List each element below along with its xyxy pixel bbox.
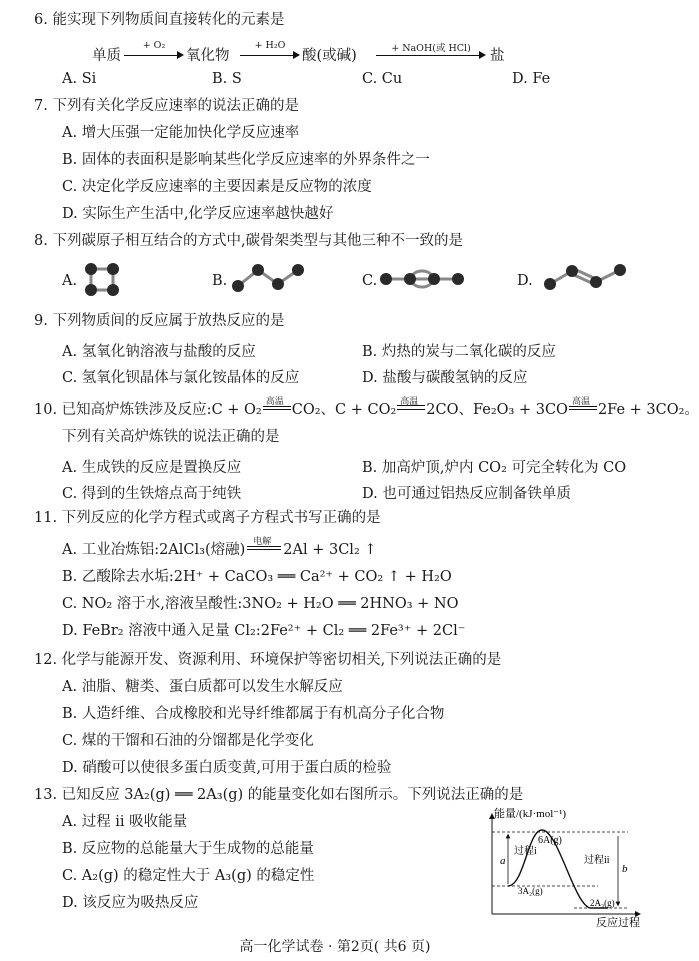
high-temp-arrow — [263, 397, 291, 414]
chain-item: 盐 — [490, 48, 505, 64]
arrow — [376, 44, 486, 64]
q6-chain — [0, 42, 670, 66]
q6-option: A. Si — [62, 71, 97, 87]
carbon-triple-bond-molecule — [378, 264, 466, 294]
q12-option: B. 人造纤维、合成橡胶和光导纤维都属于有机高分子化合物 — [62, 706, 445, 722]
q11-option-b: B. 乙酸除去水垢:2H⁺ + CaCO₃ ══ Ca²⁺ + CO₂ ↑ + H₂O — [62, 569, 452, 585]
q10-stem — [34, 397, 699, 420]
q7-option: B. 固体的表面积是影响某些化学反应速率的外界条件之一 — [62, 152, 430, 168]
q13-option: B. 反应物的总能量大于生成物的总能量 — [62, 841, 314, 857]
q9-option: C. 氢氧化钡晶体与氯化铵晶体的反应 — [62, 370, 300, 386]
q13-stem: 13. 已知反应 3A₂(g) ══ 2A₃(g) 的能量变化如右图所示。下列说法正确的是 — [34, 787, 524, 803]
eq-part: 2Al + 3Cl₂ ↑ — [283, 542, 377, 558]
q7-option: C. 决定化学反应速率的主要因素是反应物的浓度 — [62, 179, 372, 195]
chain-item: 氧化物 — [186, 48, 230, 64]
q6-option: D. Fe — [512, 71, 551, 87]
q13-option: C. A₂(g) 的稳定性大于 A₃(g) 的稳定性 — [62, 868, 315, 884]
diagram-proc1-label: 过程i — [514, 846, 537, 857]
q11-stem: 11. 下列反应的化学方程式或离子方程式书写正确的是 — [34, 510, 381, 526]
arrow-label: + NaOH(或 HCl) — [391, 43, 471, 54]
diagram-product-label: 2A₃(g) — [590, 898, 615, 908]
q10-option: B. 加高炉顶,炉内 CO₂ 可完全转化为 CO — [362, 460, 627, 476]
high-temp-arrow — [569, 397, 597, 414]
diagram-proc2-label: 过程ii — [584, 855, 610, 866]
condition-label: 高温 — [400, 397, 419, 407]
condition-label: 高温 — [265, 397, 284, 407]
q6-option: C. Cu — [362, 71, 403, 87]
q10-stem-prefix: 10. 已知高炉炼铁涉及反应: — [34, 402, 212, 418]
q10-option: A. 生成铁的反应是置换反应 — [62, 460, 242, 476]
arrow — [240, 40, 300, 64]
q8-option-label: D. — [517, 273, 533, 289]
diagram-reactant-label: 3A₂(g) — [518, 886, 543, 896]
q13-option: D. 该反应为吸热反应 — [62, 895, 199, 911]
q9-option: D. 盐酸与碳酸氢钠的反应 — [362, 370, 528, 386]
q7-stem: 7. 下列有关化学反应速率的说法正确的是 — [34, 98, 299, 114]
q10-stem2: 下列有关高炉炼铁的说法正确的是 — [62, 429, 280, 445]
arrow-label: + H₂O — [254, 40, 286, 51]
q12-stem: 12. 化学与能源开发、资源利用、环境保护等密切相关,下列说法正确的是 — [34, 652, 502, 668]
carbon-chain-molecule — [228, 260, 308, 296]
eq-part: A. 工业冶炼铝:2AlCl₃(熔融) — [62, 542, 246, 558]
q12-option: D. 硝酸可以使很多蛋白质变黄,可用于蛋白质的检验 — [62, 760, 392, 776]
q8-option-label: A. — [62, 273, 78, 289]
chain-item: 酸(或碱) — [302, 48, 357, 64]
q13-option: A. 过程 ii 吸收能量 — [62, 814, 188, 830]
eq-part: CO₂、C + CO₂ — [291, 402, 397, 418]
q9-stem: 9. 下列物质间的反应属于放热反应的是 — [34, 313, 285, 329]
arrow — [124, 40, 184, 64]
high-temp-arrow — [397, 397, 425, 414]
q8-stem: 8. 下列碳原子相互结合的方式中,碳骨架类型与其他三种不一致的是 — [34, 233, 464, 249]
eq-part: 2CO、Fe₂O₃ + 3CO — [426, 402, 568, 418]
q7-option: A. 增大压强一定能加快化学反应速率 — [62, 125, 300, 141]
eq-part: C + O₂ — [211, 402, 262, 418]
page-footer: 高一化学试卷 · 第2页( 共6 页) — [239, 939, 431, 955]
q9-option: B. 灼热的炭与二氧化碳的反应 — [362, 344, 556, 360]
q11-option-d: D. FeBr₂ 溶液中通入足量 Cl₂:2Fe²⁺ + Cl₂ ══ 2Fe³⁺ + 2Cl⁻ — [62, 623, 466, 639]
q8-option-label: C. — [362, 273, 378, 289]
carbon-ring-molecule — [80, 260, 126, 300]
q6-stem: 6. 能实现下列物质间直接转化的元素是 — [34, 12, 285, 28]
q9-option: A. 氢氧化钠溶液与盐酸的反应 — [62, 344, 256, 360]
eq-part: 2Fe + 3CO₂。 — [597, 402, 699, 418]
chain-item: 单质 — [92, 48, 121, 64]
diagram-b-label: b — [622, 863, 628, 875]
condition-label: 电解 — [253, 537, 272, 547]
q12-option: A. 油脂、糖类、蛋白质都可以发生水解反应 — [62, 679, 343, 695]
energy-diagram — [478, 808, 656, 928]
diagram-ylabel: 能量/(kJ·mol⁻¹) — [494, 808, 567, 820]
diagram-peak-label: 6A(g) — [538, 835, 562, 846]
q11-option-c: C. NO₂ 溶于水,溶液呈酸性:3NO₂ + H₂O ══ 2HNO₃ + NO — [62, 596, 459, 612]
electrolysis-arrow — [247, 537, 281, 554]
q10-option: C. 得到的生铁熔点高于纯铁 — [62, 486, 242, 502]
carbon-double-bond-molecule — [540, 260, 630, 296]
q7-option: D. 实际生产生活中,化学反应速率越快越好 — [62, 206, 334, 222]
q8-option-label: B. — [212, 273, 228, 289]
diagram-xlabel: 反应过程 — [596, 917, 640, 929]
q12-option: C. 煤的干馏和石油的分馏都是化学变化 — [62, 733, 314, 749]
q10-option: D. 也可通过铝热反应制备铁单质 — [362, 486, 571, 502]
condition-label: 高温 — [571, 397, 590, 407]
arrow-label: + O₂ — [142, 40, 166, 51]
diagram-a-label: a — [500, 855, 506, 867]
q11-option-a — [62, 537, 377, 560]
q6-option: B. S — [212, 71, 242, 87]
